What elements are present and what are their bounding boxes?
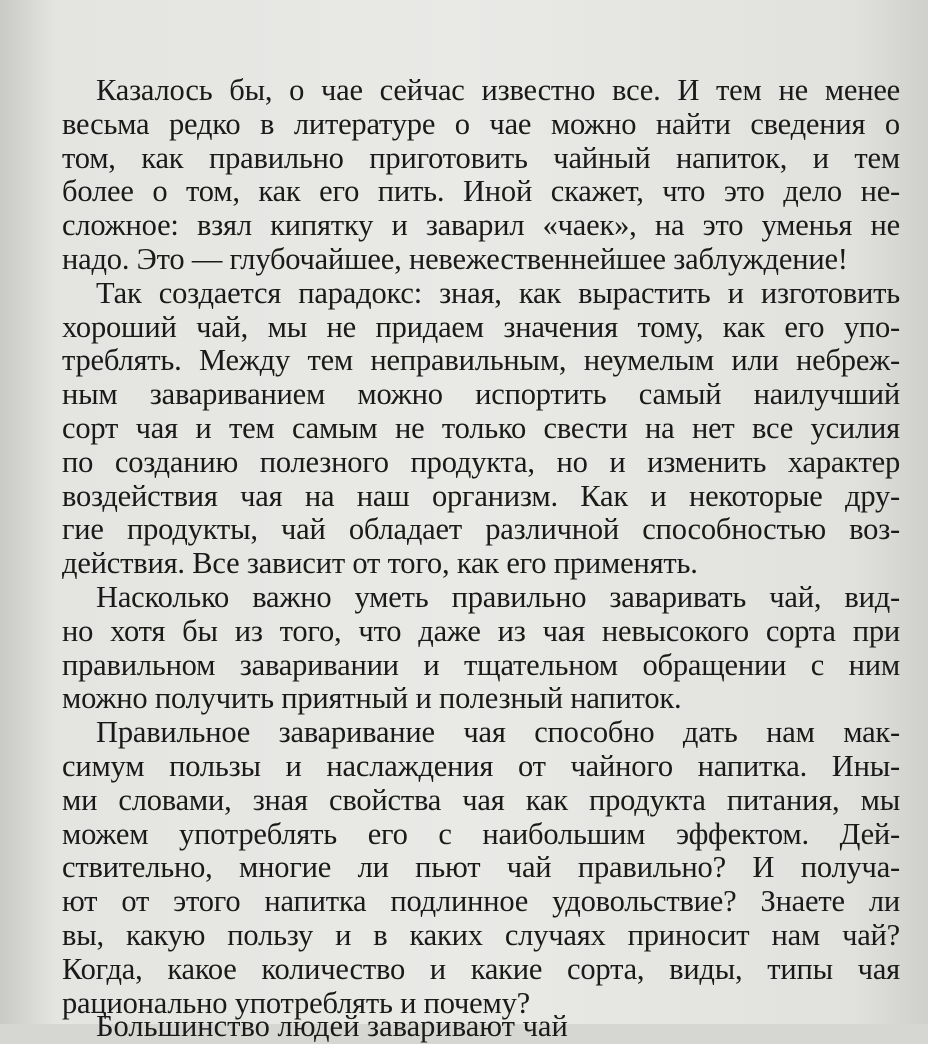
paragraph-4: [62, 716, 900, 1020]
body-text: [62, 74, 900, 1020]
text-line: ми словами, зная свойства чая как продукта питания, мы: [62, 782, 900, 817]
paragraph-1: [62, 74, 900, 277]
text-line: симум пользы и наслаждения от чайного напитка. Ины-: [62, 748, 900, 783]
text-line: Так создается парадокс: зная, как вырастить и изготовить: [96, 275, 900, 310]
text-line: хороший чай, мы не придаем значения тому, как его упо-: [62, 309, 900, 344]
text-line: Когда, какое количество и какие сорта, виды, типы чая: [62, 951, 900, 986]
text-line: треблять. Между тем неправильным, неумелым или небреж-: [62, 343, 900, 378]
text-line: вы, какую пользу и в каких случаях приносит нам чай?: [62, 917, 900, 952]
text-line: весьма редко в литературе о чае можно найти сведения о: [62, 106, 900, 141]
text-line: гие продукты, чай обладает различной способностью воз-: [62, 512, 900, 547]
text-line: можно получить приятный и полезный напиток.: [62, 681, 682, 716]
cut-off-line: [62, 1009, 900, 1043]
text-line: надо. Это — глубочайшее, невежественнейшее заблуждение!: [62, 241, 848, 276]
text-line: можем употреблять его с наибольшим эффектом. Дей-: [62, 816, 900, 851]
text-line: сорт чая и тем самым не только свести на нет все усилия: [62, 410, 900, 445]
text-line: ствительно, многие ли пьют чай правильно? И получа-: [62, 850, 900, 885]
text-line: сложное: взял кипятку и заварил «чаек», на это уменья не: [62, 208, 900, 243]
paragraph-2: [62, 277, 900, 581]
text-line: рационально употреблять и почему?: [62, 985, 531, 1020]
text-line: ют от этого напитка подлинное удовольствие? Знаете ли: [62, 884, 900, 919]
text-line: воздействия чая на наш организм. Как и некоторые дру-: [62, 478, 900, 513]
paragraph-3: [62, 581, 900, 716]
text-line: действия. Все зависит от того, как его применять.: [62, 546, 698, 581]
text-line-partial: Большинство людей заваривают чай: [96, 1009, 568, 1043]
text-line: но хотя бы из того, что даже из чая невысокого сорта при: [62, 613, 900, 648]
text-line: по созданию полезного продукта, но и изменить характер: [62, 444, 900, 479]
text-line: том, как правильно приготовить чайный напиток, и тем: [62, 140, 900, 175]
text-line: более о том, как его пить. Иной скажет, что это дело не-: [62, 174, 900, 209]
text-line: правильном заваривании и тщательном обращении с ним: [62, 647, 900, 682]
text-line: Казалось бы, о чае сейчас известно все. И тем не менее: [96, 73, 900, 107]
text-line: ным завариванием можно испортить самый наилучший: [62, 377, 900, 412]
text-line: Насколько важно уметь правильно заваривать чай, вид-: [96, 579, 900, 614]
text-line: Правильное заваривание чая способно дать нам мак-: [96, 715, 900, 750]
